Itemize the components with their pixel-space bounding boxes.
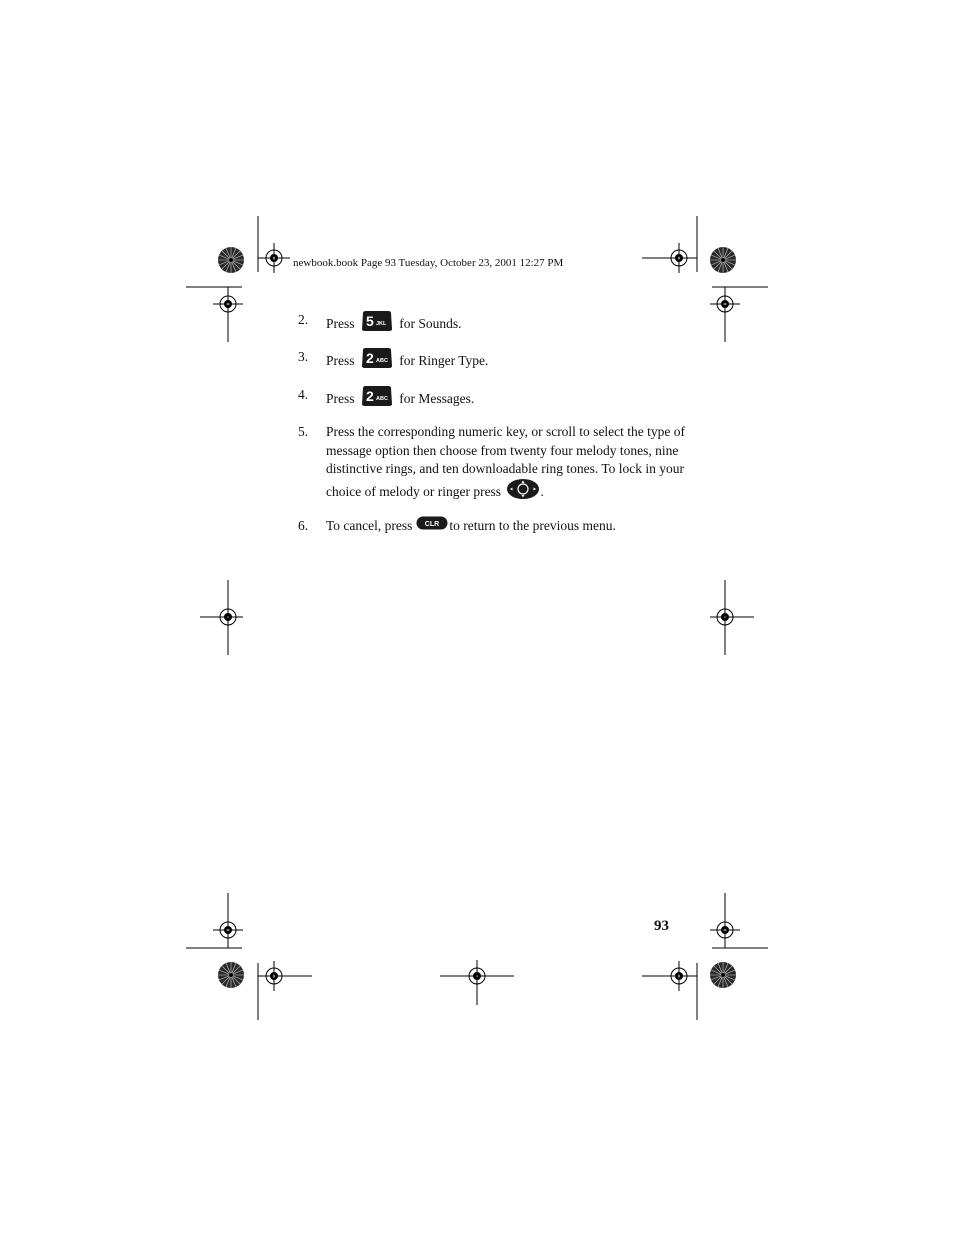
step-number: 3. [298,349,309,364]
step-line: Press the corresponding numeric key, or scroll to select the type of [326,424,686,439]
bottom-right-starburst-mark [710,962,736,988]
page-number: 93 [654,918,669,934]
step-text: Press 2 ABC for Messages. [326,386,656,414]
step-text: To cancel, press CLR to return to the previous menu. [326,517,656,537]
step-number: 6. [298,518,309,533]
top-right-starburst-mark [710,247,736,273]
step-number: 2. [298,312,309,327]
step-number: 5. [298,424,309,439]
clr-key-icon [416,516,448,536]
step-text [326,423,686,506]
2-abc-key-icon [361,385,393,413]
svg-text:ABC: ABC [375,396,388,402]
svg-text:JKL: JKL [375,321,387,327]
navigation-key-icon [506,478,540,506]
svg-text:2: 2 [365,350,374,366]
print-header-line: newbook.book Page 93 Tuesday, October 23, 2001 12:27 PM [293,257,564,269]
svg-text:ABC: ABC [375,358,388,364]
bottom-left-starburst-mark [218,962,244,988]
step-text: Press 2 ABC for Ringer Type. [326,348,656,376]
svg-text:5: 5 [365,313,374,329]
step-number: 4. [298,387,309,402]
step-line: distinctive rings, and ten downloadable ring tones. To lock in your [326,461,684,476]
svg-text:CLR: CLR [425,521,440,529]
step-line: message option then choose from twenty four melody tones, nine [326,442,679,458]
step-text: Press 5 JKL for Sounds. [326,311,656,339]
2-abc-key-icon [361,347,393,375]
top-left-starburst-mark [218,247,244,273]
step-line: choice of melody or ringer press . [326,479,656,507]
svg-text:2: 2 [365,388,374,404]
5-jkl-key-icon [361,310,393,338]
